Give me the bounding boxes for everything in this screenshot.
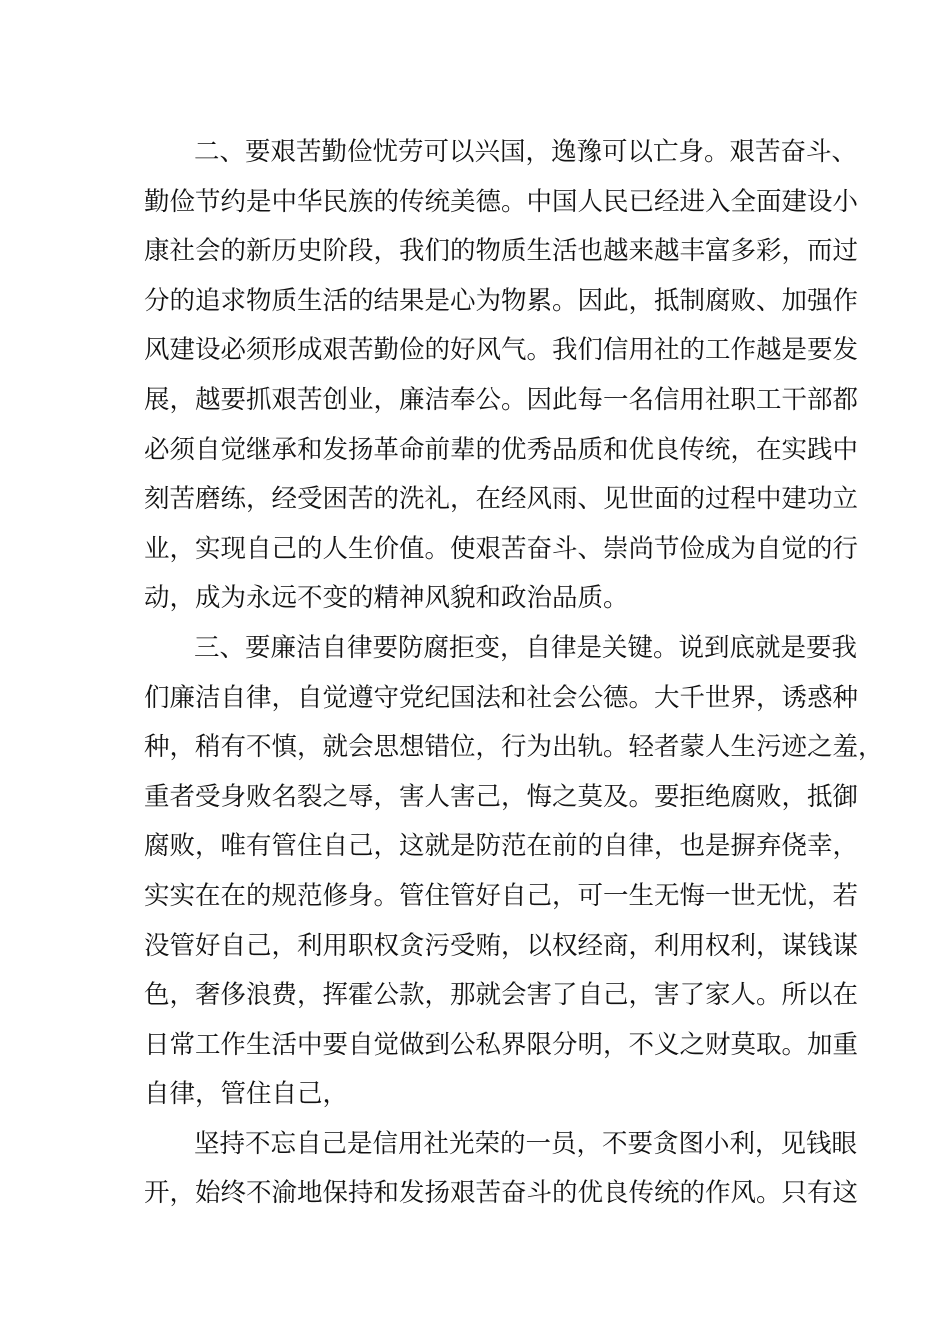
paragraph-line: 风建设必须形成艰苦勤俭的好风气。我们信用社的工作越是要发 [144, 335, 859, 366]
paragraph-line: 开，始终不渝地保持和发扬艰苦奋斗的优良传统的作风。只有这 [144, 1178, 859, 1209]
paragraph-line: 实实在在的规范修身。管住管好自己，可一生无悔一世无忧，若 [144, 880, 859, 911]
document-body [144, 128, 884, 1219]
paragraph-line: 分的追求物质生活的结果是心为物累。因此，抵制腐败、加强作 [144, 285, 859, 316]
paragraph-line: 们廉洁自律，自觉遵守党纪国法和社会公德。大千世界，诱惑种 [144, 682, 859, 713]
paragraph-first-line: 坚持不忘自己是信用社光荣的一员，不要贪图小利，见钱眼 [194, 1128, 858, 1159]
paragraph-line: 康社会的新历史阶段，我们的物质生活也越来越丰富多彩，而过 [144, 236, 859, 267]
paragraph-line: 没管好自己，利用职权贪污受贿，以权经商，利用权利，谋钱谋 [144, 930, 859, 961]
paragraph-line: 动，成为永远不变的精神风貌和政治品质。 [144, 583, 629, 614]
paragraph-line: 刻苦磨练，经受困苦的洗礼，在经风雨、见世面的过程中建功立 [144, 484, 859, 515]
paragraph-line: 种，稍有不慎，就会思想错位，行为出轨。轻者蒙人生污迹之羞， [144, 732, 884, 763]
paragraph-line: 腐败，唯有管住自己，这就是防范在前的自律，也是摒弃侥幸， [144, 831, 859, 862]
paragraph-first-line: 二、要艰苦勤俭忧劳可以兴国，逸豫可以亡身。艰苦奋斗、 [194, 137, 858, 167]
paragraph-line: 业，实现自己的人生价值。使艰苦奋斗、崇尚节俭成为自觉的行 [144, 533, 859, 564]
paragraph-first-line: 三、要廉洁自律要防腐拒变，自律是关键。说到底就是要我 [194, 632, 858, 663]
paragraph-line: 展，越要抓艰苦创业，廉洁奉公。因此每一名信用社职工干部都 [144, 384, 859, 415]
paragraph-line: 自律，管住自己， [144, 1079, 349, 1110]
paragraph-line: 必须自觉继承和发扬革命前辈的优秀品质和优良传统，在实践中 [144, 434, 859, 465]
paragraph-line: 勤俭节约是中华民族的传统美德。中国人民已经进入全面建设小 [144, 186, 859, 217]
paragraph-line: 重者受身败名裂之辱，害人害己，悔之莫及。要拒绝腐败，抵御 [144, 781, 859, 812]
paragraph-line: 色，奢侈浪费，挥霍公款，那就会害了自己，害了家人。所以在 [144, 980, 859, 1011]
paragraph-line: 日常工作生活中要自觉做到公私界限分明，不义之财莫取。加重 [144, 1029, 859, 1060]
